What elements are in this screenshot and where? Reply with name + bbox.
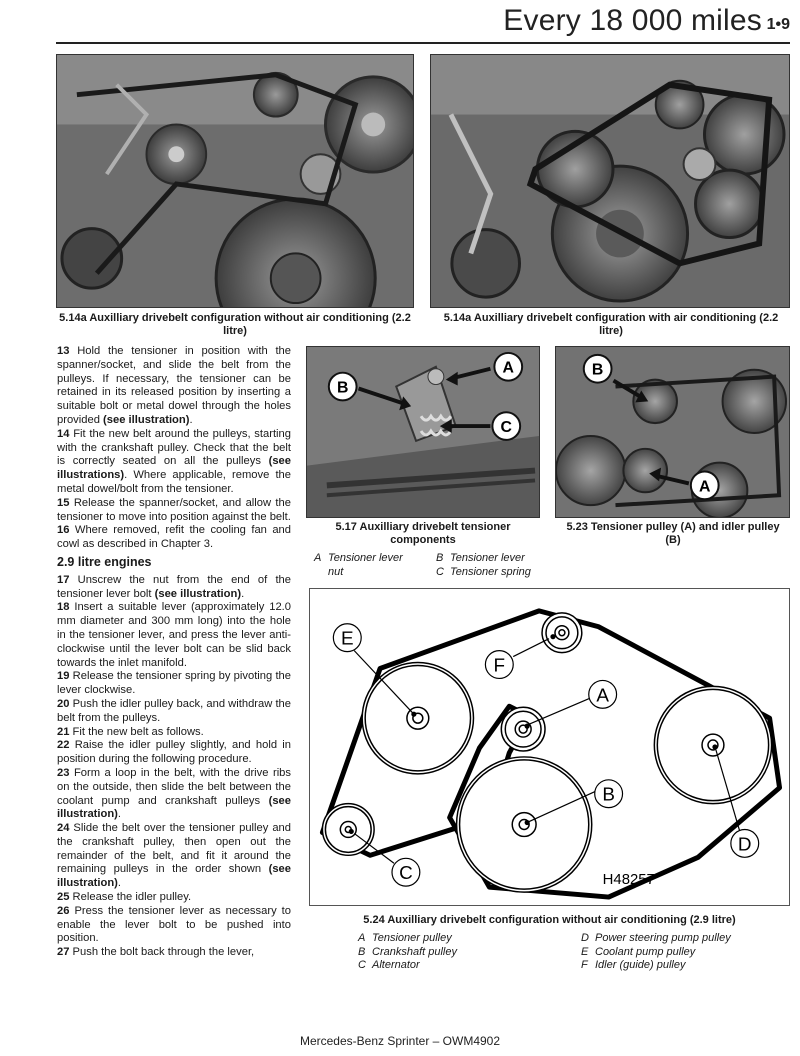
callout-c-label: C [500,419,513,436]
label-f [485,651,513,679]
pulley-c-alternator [322,804,374,856]
callout-b-label: B [591,361,604,379]
label-e [333,624,361,652]
step-13: 13 Hold the tensioner in position with the spanner/socket, and slide the belt from the pulleys. If necessary, the tensioner can be retained in its released position by inserting a suitable bolt or metal dowel through the holes provided (see illustration). [57,345,291,426]
photo-5-23-pulleys [555,346,790,518]
legend-item: B Tensioner lever [436,552,525,564]
step-20: 20 Push the idler pulley back, and withdraw the belt from the pulleys. [57,697,291,724]
legend-item: D Power steering pump pulley [581,932,731,944]
step-19: 19 Release the tensioner spring by pivoting the lever clockwise. [57,670,291,697]
svg-text:F: F [493,655,506,677]
photo-caption-3: 5.17 Auxilliary drivebelt tensioner components [335,521,511,546]
label-b [595,780,623,808]
step-24: 24 Slide the belt over the tensioner pulley and the crankshaft pulley, then open out the remainder of the belt, and fit it around the remaining pulleys in the order shown (see illustration). [57,822,291,890]
legend-5-17 [314,552,544,579]
legend-item: A Tensioner lever nut [314,552,403,578]
photo-5-17-tensioner [306,346,540,518]
photo-caption-2: 5.14a Auxilliary drivebelt configuration with air conditioning (2.2 litre) [443,312,779,337]
pulley-d-power-steering [654,686,771,803]
svg-text:B: B [602,784,615,806]
photo-caption-4: 5.23 Tensioner pulley (A) and idler pulley (B) [566,521,780,546]
diagram-caption: 5.24 Auxilliary drivebelt configuration without air conditioning (2.9 litre) [363,914,736,926]
photo-5-14a-with-ac [430,54,790,308]
callout-b-label: B [336,379,349,397]
step-27: 27 Push the bolt back through the lever, [57,946,255,959]
step-22: 22 Raise the idler pulley slightly, and hold in position during the following procedure. [57,739,291,766]
legend-item: B Crankshaft pulley [358,945,457,958]
step-26: 26 Press the tensioner lever as necessary to enable the lever bolt to be pushed into position. [57,904,291,945]
label-a [589,680,617,708]
legend-item: E Coolant pump pulley [581,945,696,958]
svg-text:A: A [596,685,609,707]
section-heading: 2.9 litre engines [57,554,152,569]
callout-a-label: A [698,478,711,496]
legend-5-24 [358,932,778,973]
pulley-b-crankshaft [457,757,592,892]
pulley-f-idler [542,613,582,653]
step-25: 25 Release the idler pulley. [57,891,192,904]
pulley-a-tensioner [501,707,545,751]
photo-caption-1: 5.14a Auxilliary drivebelt configuration without air conditioning (2.2 litre) [59,312,411,337]
photo-5-14a-no-ac [56,54,414,308]
svg-text:D: D [737,834,752,856]
step-23: 23 Form a loop in the belt, with the drive ribs on the outside, then slide the belt between the coolant pump and crankshaft pulleys (see illustration). [57,766,291,821]
step-16: 16 Where removed, refit the cooling fan and cowl as described in Chapter 3. [57,524,291,551]
step-17: 17 Unscrew the nut from the end of the tensioner lever bolt (see illustration). [57,573,291,600]
page-number: 1•9 [766,16,790,33]
svg-text:E: E [340,628,354,650]
diagram-ref: H48257 [602,872,655,889]
step-14: 14 Fit the new belt around the pulleys, starting with the crankshaft pulley. Check that the belt is correctly seated on all the pulleys (see illustrations). Where applicable, remove the metal dowel/bolt from the tensioner. [57,427,291,495]
step-15: 15 Release the spanner/socket, and allow the tensioner to move into position against the belt. [57,496,291,523]
legend-item: A Tensioner pulley [358,932,452,944]
callout-a-label: A [502,359,514,377]
body-text [57,345,291,960]
pulley-e-coolant [362,663,473,774]
svg-text:C: C [399,863,413,885]
legend-item: C Alternator [358,959,420,971]
legend-item: F Idler (guide) pulley [581,959,686,971]
page-footer: Mercedes-Benz Sprinter – OWM4902 [299,1034,501,1048]
label-c [392,858,420,886]
label-d [731,829,759,857]
legend-item: C Tensioner spring [436,565,531,578]
header-rule [56,42,790,44]
step-21: 21 Fit the new belt as follows. [57,725,204,738]
step-18: 18 Insert a suitable lever (approximately 12.0 mm diameter and 300 mm long) into the hole in the tensioner lever, and press the lever anti-clockwise until the lever bolt can be slid back towards the inlet manifold. [57,601,291,669]
page-title: Every 18 000 miles [503,4,762,37]
belt-routing-diagram [309,588,790,906]
